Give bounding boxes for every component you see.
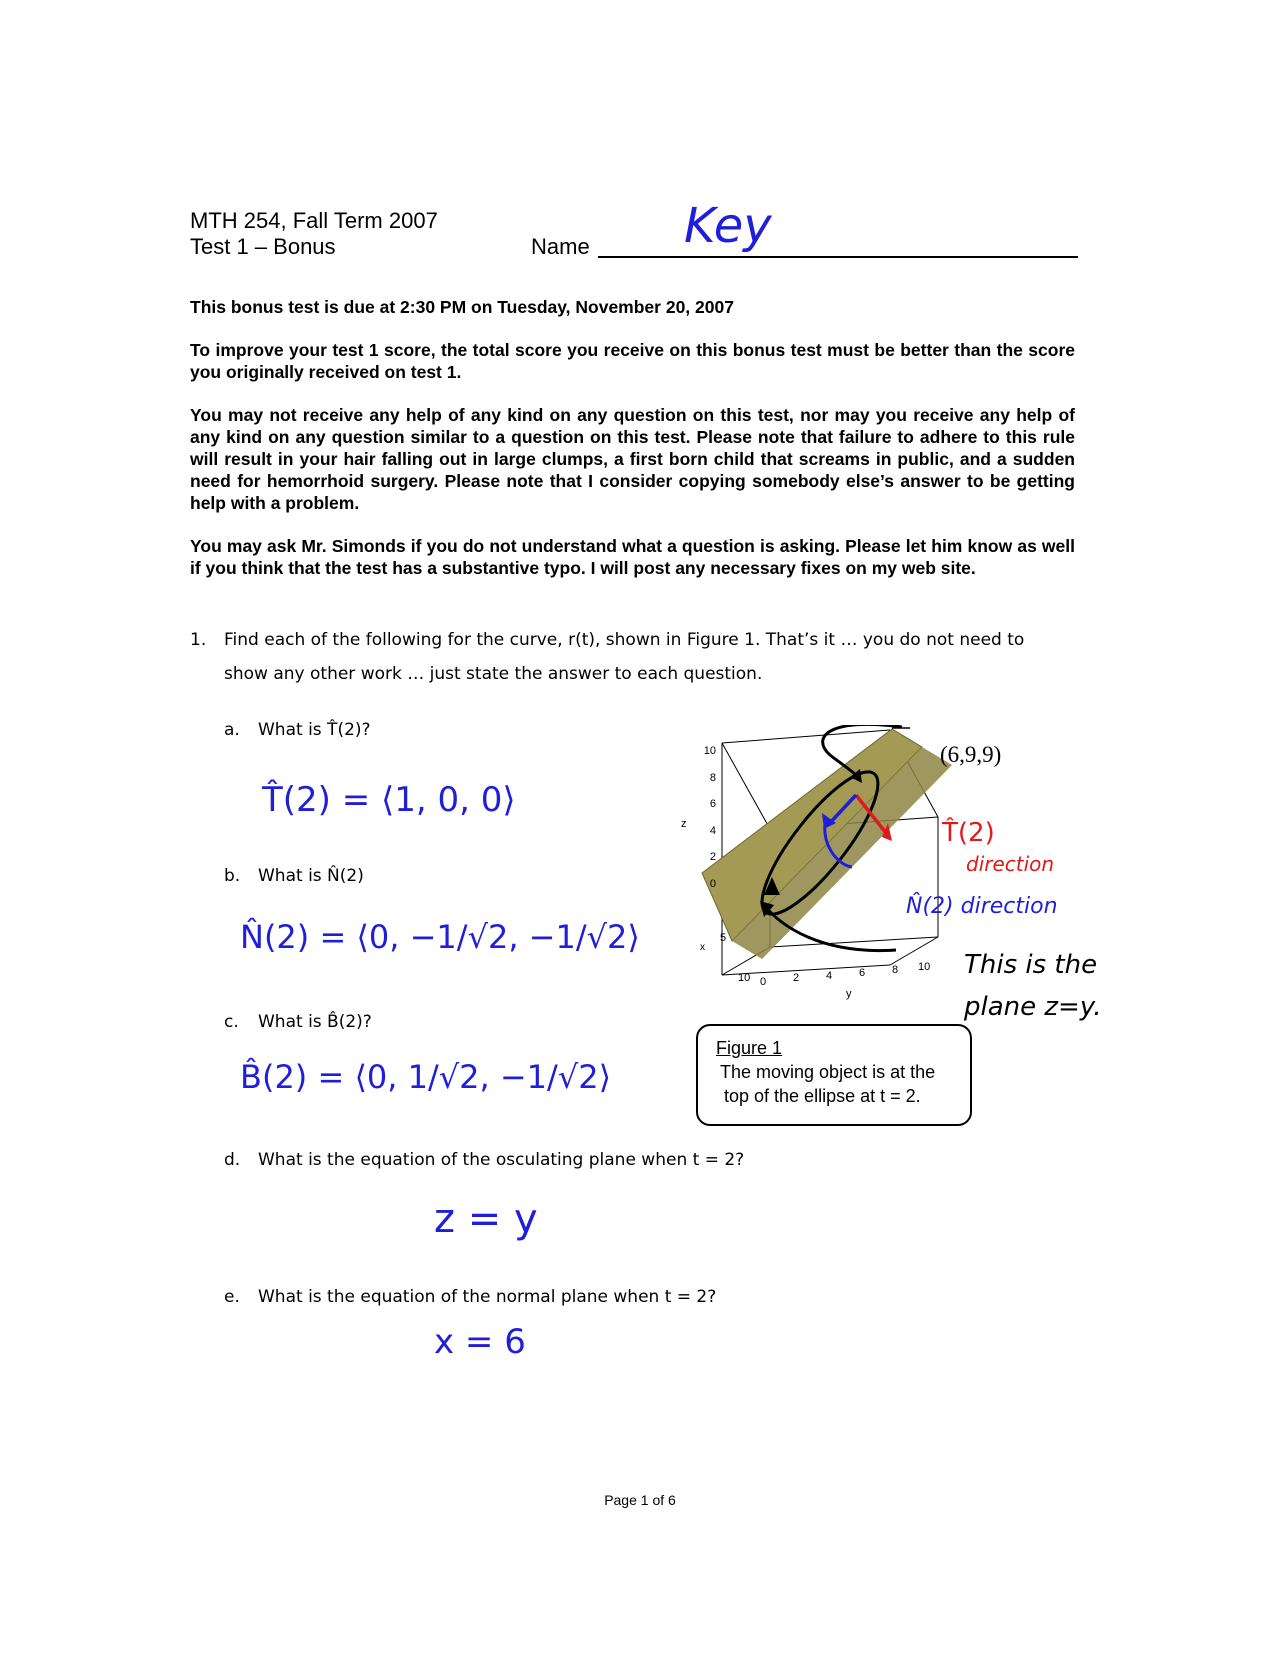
part-e-question: What is the equation of the normal plane when t = 2? bbox=[258, 1287, 717, 1307]
question-line-1: Find each of the following for the curve, r(t), shown in Figure 1. That’s it … you do not need to bbox=[224, 630, 1025, 650]
x-axis-label: x bbox=[700, 942, 705, 953]
z-tick: 2 bbox=[709, 851, 716, 863]
y-tick: 0 bbox=[760, 976, 767, 988]
figure-caption-line-2: top of the ellipse at t = 2. bbox=[724, 1086, 921, 1106]
y-tick: 8 bbox=[892, 964, 899, 976]
y-axis-label: y bbox=[846, 988, 852, 1000]
part-b-question: What is N̂(2) bbox=[258, 866, 364, 886]
contact-paragraph: You may ask Mr. Simonds if you do not understand what a question is asking. Please let him know as well if you think that the test has a substantive typo. I will post any necessary fixes on my web site. bbox=[190, 536, 1075, 578]
part-a-letter: a. bbox=[224, 720, 240, 740]
name-label: Name bbox=[531, 234, 590, 259]
figure-title: Figure 1 bbox=[716, 1038, 783, 1058]
z-tick: 8 bbox=[709, 771, 716, 784]
plane-note-line-1: This is the bbox=[964, 950, 1098, 980]
z-tick-labels bbox=[694, 738, 716, 897]
tangent-label: T̂(2) bbox=[942, 818, 995, 848]
due-paragraph: This bonus test is due at 2:30 PM on Tuesday, November 20, 2007 bbox=[190, 297, 734, 317]
y-tick: 10 bbox=[918, 961, 931, 973]
part-e-answer: x = 6 bbox=[434, 1322, 526, 1362]
part-d-question: What is the equation of the osculating plane when t = 2? bbox=[258, 1150, 745, 1170]
part-c-answer: B̂(2) = ⟨0, 1/√2, −1/√2⟩ bbox=[240, 1058, 612, 1096]
z-tick: 6 bbox=[709, 798, 716, 810]
plane-note-line-2: plane z=y. bbox=[964, 992, 1102, 1022]
part-c-question: What is B̂(2)? bbox=[258, 1012, 372, 1032]
x-tick: 5 bbox=[720, 932, 727, 944]
part-d-answer: z = y bbox=[434, 1196, 538, 1242]
name-value: Key bbox=[684, 198, 772, 254]
part-d-letter: d. bbox=[224, 1150, 241, 1170]
part-e-letter: e. bbox=[224, 1287, 240, 1307]
z-tick: 4 bbox=[709, 824, 716, 837]
question-number: 1. bbox=[190, 630, 207, 650]
z-tick: 0 bbox=[709, 877, 716, 890]
x-tick: 10 bbox=[738, 972, 751, 984]
part-b-letter: b. bbox=[224, 866, 241, 886]
y-tick: 4 bbox=[826, 970, 833, 982]
name-line bbox=[598, 256, 1078, 258]
improve-paragraph: To improve your test 1 score, the total score you receive on this bonus test must be better than the score you originally received on test 1. bbox=[190, 340, 1075, 382]
part-a-answer: T̂(2) = ⟨1, 0, 0⟩ bbox=[262, 780, 516, 820]
point-label: (6,9,9) bbox=[940, 742, 1002, 767]
help-paragraph: You may not receive any help of any kind on any question on this test, nor may you receive any help of any kind on any question similar to a question on this test. Please note that failure to adhere to this rule will result in your hair falling out in large clumps, a first born child that screams in public, and a sudden need for hemorrhoid surgery. Please note that I consider copying somebody else’s answer to be getting help with a problem. bbox=[190, 405, 1075, 513]
part-a-question: What is T̂(2)? bbox=[258, 720, 371, 740]
figure-caption-box bbox=[696, 1024, 972, 1126]
normal-direction-label: N̂(2) direction bbox=[906, 894, 1058, 919]
y-tick: 6 bbox=[859, 967, 866, 979]
test-title: Test 1 – Bonus bbox=[190, 234, 336, 259]
question-line-2: show any other work … just state the answer to each question. bbox=[224, 664, 763, 684]
z-axis-label: z bbox=[681, 818, 687, 830]
page-number: Page 1 of 6 bbox=[604, 1492, 676, 1508]
tangent-direction-label: direction bbox=[966, 852, 1055, 876]
part-c-letter: c. bbox=[224, 1012, 239, 1032]
z-tick: 10 bbox=[703, 745, 716, 757]
figure-caption-line-1: The moving object is at the bbox=[720, 1062, 936, 1082]
part-b-answer: N̂(2) = ⟨0, −1/√2, −1/√2⟩ bbox=[240, 918, 640, 956]
y-tick: 2 bbox=[793, 972, 800, 984]
course-title: MTH 254, Fall Term 2007 bbox=[190, 208, 438, 233]
